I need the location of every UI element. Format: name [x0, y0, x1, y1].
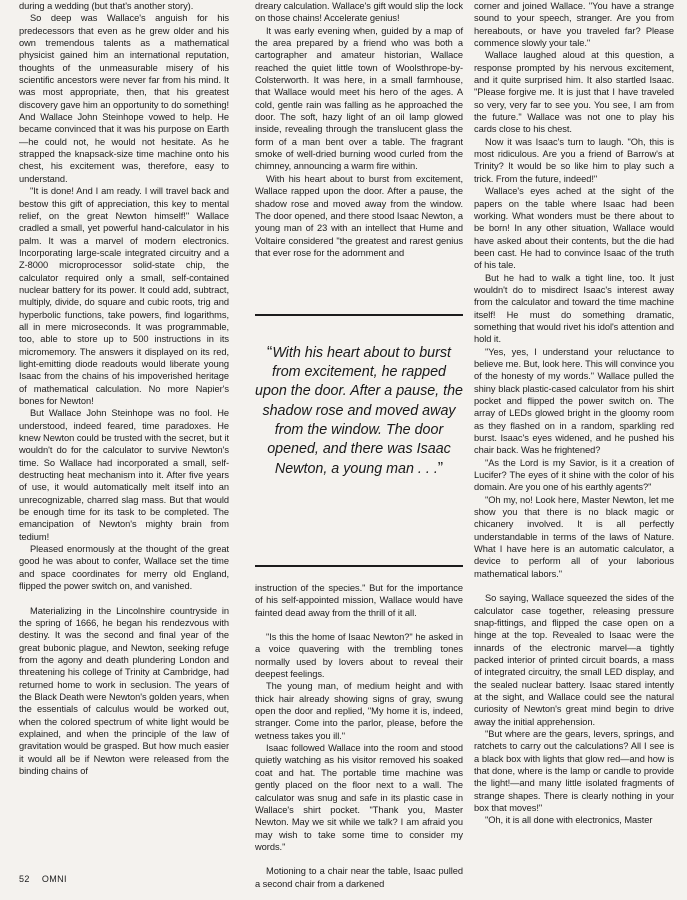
- paragraph: "Yes, yes, I understand your reluctance to believe me. But, look here. This will convince you of the honesty of my words." Wallace pulled the shiny black plastic-cased calculator from his shirt pocket and flipped the power switch on. The array of LEDs glowed bright in the gloomy room as they flashed on in a random, sparkling red burst. Isaac's eyes widened, and he pushed his chair back. Was he frightened?: [474, 346, 674, 456]
- paragraph: It was early evening when, guided by a map of the area prepared by a friend who was both a cartographer and amateur historian, Wallace reached the quiet little town of Woolsthrope-by-Colsterworth. It was here, in a small farmhouse, that Wallace would meet his hero of the ages. A cold, gentle rain was falling as he approached the door. The soft, hazy light of an oil lamp glowed inside, revealing through the translucent glass the form of a man bent over a table. The fragrant smoke of well-dried burning wood curled from the chimney, announcing a warm fire within.: [255, 25, 463, 172]
- paragraph: Wallace laughed aloud at this question, a response prompted by his nervous excitement, and it quite surprised him. It also startled Isaac. "Please forgive me. It is just that I have traveled so very, very far to see you. You see, I am from the future." Wallace was not one to play his cards close to his chest.: [474, 50, 674, 135]
- paragraph: "But where are the gears, levers, springs, and ratchets to carry out the calculations? All I see is a black box with lights that glow red—and how is that done, where is the lamp or candle to provide the light!—and many little isolated fragments of strange shapes. There is clearly nothing in your box that moves!": [474, 728, 674, 813]
- paragraph: But Wallace John Steinhope was no fool. He understood, indeed feared, time paradoxes. He knew Newton could be trusted with the secret, but it wouldn't do for the calculator to survive Newton's time. So Wallace had incorporated a small, self-destructing heat mechanism into it. After five years of use, it would automatically melt itself into an unrecognizable, charred slag mass. But that would be enough time for its task to be completed. The emancipation of Newton's mighty brain from tedium!: [19, 408, 229, 542]
- paragraph: "It is done! And I am ready. I will travel back and bestow this gift of appreciation, this key to mental relief, on the great Newton himself!" Wallace cradled a small, yet powerful hand-calculator in his palm. It was a marvel of modern electronics. Incorporating large-scale integrated circuitry and a Z-8000 microprocessor solid-state chip, the calculator required only a small, self-contained nuclear battery for its power. It could add, subtract, multiply, divide, do square and cubic roots, trig and hyperbolic functions, take powers, find logarithms, all in mere microseconds. It was programmable, too, able to store up to 500 instructions in its micromemory. The answers it displayed on its red, light-emitting diode readouts would liberate young Isaac from the chains of his impoverished heritage of mathematical calculation. No more Napier's bones for Newton!: [19, 186, 229, 406]
- paragraph: "As the Lord is my Savior, is it a creation of Lucifer? The eyes of it shine with the color of his domain. Are you one of his earthly agents?": [474, 457, 674, 493]
- page-number: 52: [19, 874, 30, 884]
- paragraph: Wallace's eyes ached at the sight of the papers on the table where Isaac had been working. What wonders must be there about to be born! In any other situation, Wallace would have asked about their contents, but the die had been cast. He had to convince Isaac of the truth of his tale.: [474, 186, 674, 271]
- pullquote-open-mark: “: [266, 344, 273, 361]
- pullquote-close-mark: ”: [437, 460, 444, 478]
- paragraph: Materializing in the Lincolnshire countryside in the spring of 1666, he began his rendezvous with destiny. It was the second and final year of the great bubonic plague, and Newton, seeking refuge from the agony and death plundering London and threatening his college of Trinity at Cambridge, had returned home to work in seclusion. The years of the Black Death were Newton's golden years, when the essentials of calculus would be worked out, when the colored spectrum of white light would be explained, and when the principle of the law of gravitation would be grasped. But how much easier it would all be if Newton were released from the binding chains of: [19, 605, 229, 776]
- paragraph: corner and joined Wallace. "You have a strange sound to your speech, stranger. Are you from hereabouts, or have you traveled far? Please commence slowly your tale.": [474, 1, 674, 49]
- paragraph: Isaac followed Wallace into the room and stood quietly watching as his visitor removed his soaked coat and hat. The portable time machine was gently placed on the floor next to a wall. The calculator was snug and safe in its plastic case in Wallace's shirt pocket. "Thank you, Master Newton. May we sit while we talk? I am afraid you may wish to take some time to consider my words.": [255, 743, 463, 852]
- paragraph: "Oh my, no! Look here, Master Newton, let me show you that there is no black magic or chicanery involved. It is all perfectly understandable in terms of the laws of Nature. What I have here is an automatic calculator, a device to perform all of your laborious mathematical labors.": [474, 494, 674, 579]
- article-column-2-continued: [255, 582, 463, 890]
- paragraph: Pleased enormously at the thought of the great good he was about to confer, Wallace set the time and space coordinates for merry old England, flipped the power switch on, and vanished.: [19, 544, 229, 592]
- article-column-3: [474, 0, 674, 827]
- paragraph: Now it was Isaac's turn to laugh. "Oh, this is most ridiculous. Are you a friend of Barrow's at Trinity? It would be so like him to play such a trick. From the future, indeed!": [474, 136, 674, 184]
- paragraph: The young man, of medium height and with thick hair already showing signs of gray, swung open the door and replied, "My home it is, indeed, stranger. Come into the parlor, please, before the wetness takes you ill.": [255, 681, 463, 741]
- article-column-2: [255, 0, 463, 259]
- pullquote-rule-bottom: [255, 565, 463, 567]
- paragraph: With his heart about to burst from excitement, Wallace rapped upon the door. After a pause, the shadow rose and moved away from the window. The door opened, and there stood Isaac Newton, a young man of 23 with an intellect that Hume and Voltaire considered "the greatest and rarest genius that ever rose for the adornment and: [255, 173, 463, 258]
- article-column-1: [19, 0, 229, 777]
- paragraph: So saying, Wallace squeezed the sides of the calculator case together, releasing pressure snap-fittings, and flipped the case open on a hinge at the top. Revealed to Isaac were the innards of the electronic marvel—a tightly packed interior of printed circuit boards, a mass of integrated circuitry, the small LED display, and the sealed nuclear battery. Isaac stared intently at the sight, and Wallace could see the natural curiosity of Newton's great mind begin to drive away the initial apprehension.: [474, 593, 674, 727]
- magazine-name: OMNI: [41, 874, 67, 884]
- pullquote-text: With his heart about to burst from excitement, he rapped upon the door. After a pause, the shadow rose and moved away from the window. The door opened, and there was Isaac Newton, a young man . . .: [255, 345, 463, 478]
- paragraph: instruction of the species." But for the importance of his self-appointed mission, Wallace would have fainted dead away from the thrill of it all.: [255, 583, 463, 618]
- paragraph: during a wedding (but that's another story).: [19, 1, 194, 11]
- paragraph: So deep was Wallace's anguish for his predecessors that even as he grew older and his own tremendous talents as a mathematical physicist gained him an international reputation, thoughts of the unmeasurable misery of his scientific ancestors were never far from his mind. It was most appropriate, then, that his greatest discovery gave him an opportunity to do something! And Wallace John Steinhope vowed to help. He became convinced that it was his purpose on Earth—he could not, he would not hesitate. As he strapped the knapsack-size time machine onto his chest, his excitement was, therefore, easy to understand.: [19, 13, 229, 184]
- paragraph: dreary calculation. Wallace's gift would slip the lock on those chains! Accelerate genius!: [255, 1, 463, 24]
- paragraph: "Oh, it is all done with electronics, Master: [485, 815, 653, 826]
- pullquote: [255, 343, 463, 479]
- paragraph: But he had to walk a tight line, too. It just wouldn't do to misdirect Isaac's interest away from the calculator and toward the time machine itself! He must do something dramatic, something that would rivet his idol's attention and hold it.: [474, 272, 674, 345]
- pullquote-rule-top: [255, 314, 463, 316]
- paragraph: "Is this the home of Isaac Newton?" he asked in a voice quavering with the trembling tones normally used by lovers about to reveal their deepest feelings.: [255, 632, 463, 680]
- page-folio: [19, 874, 79, 884]
- paragraph: Motioning to a chair near the table, Isaac pulled a second chair from a darkened: [255, 866, 463, 889]
